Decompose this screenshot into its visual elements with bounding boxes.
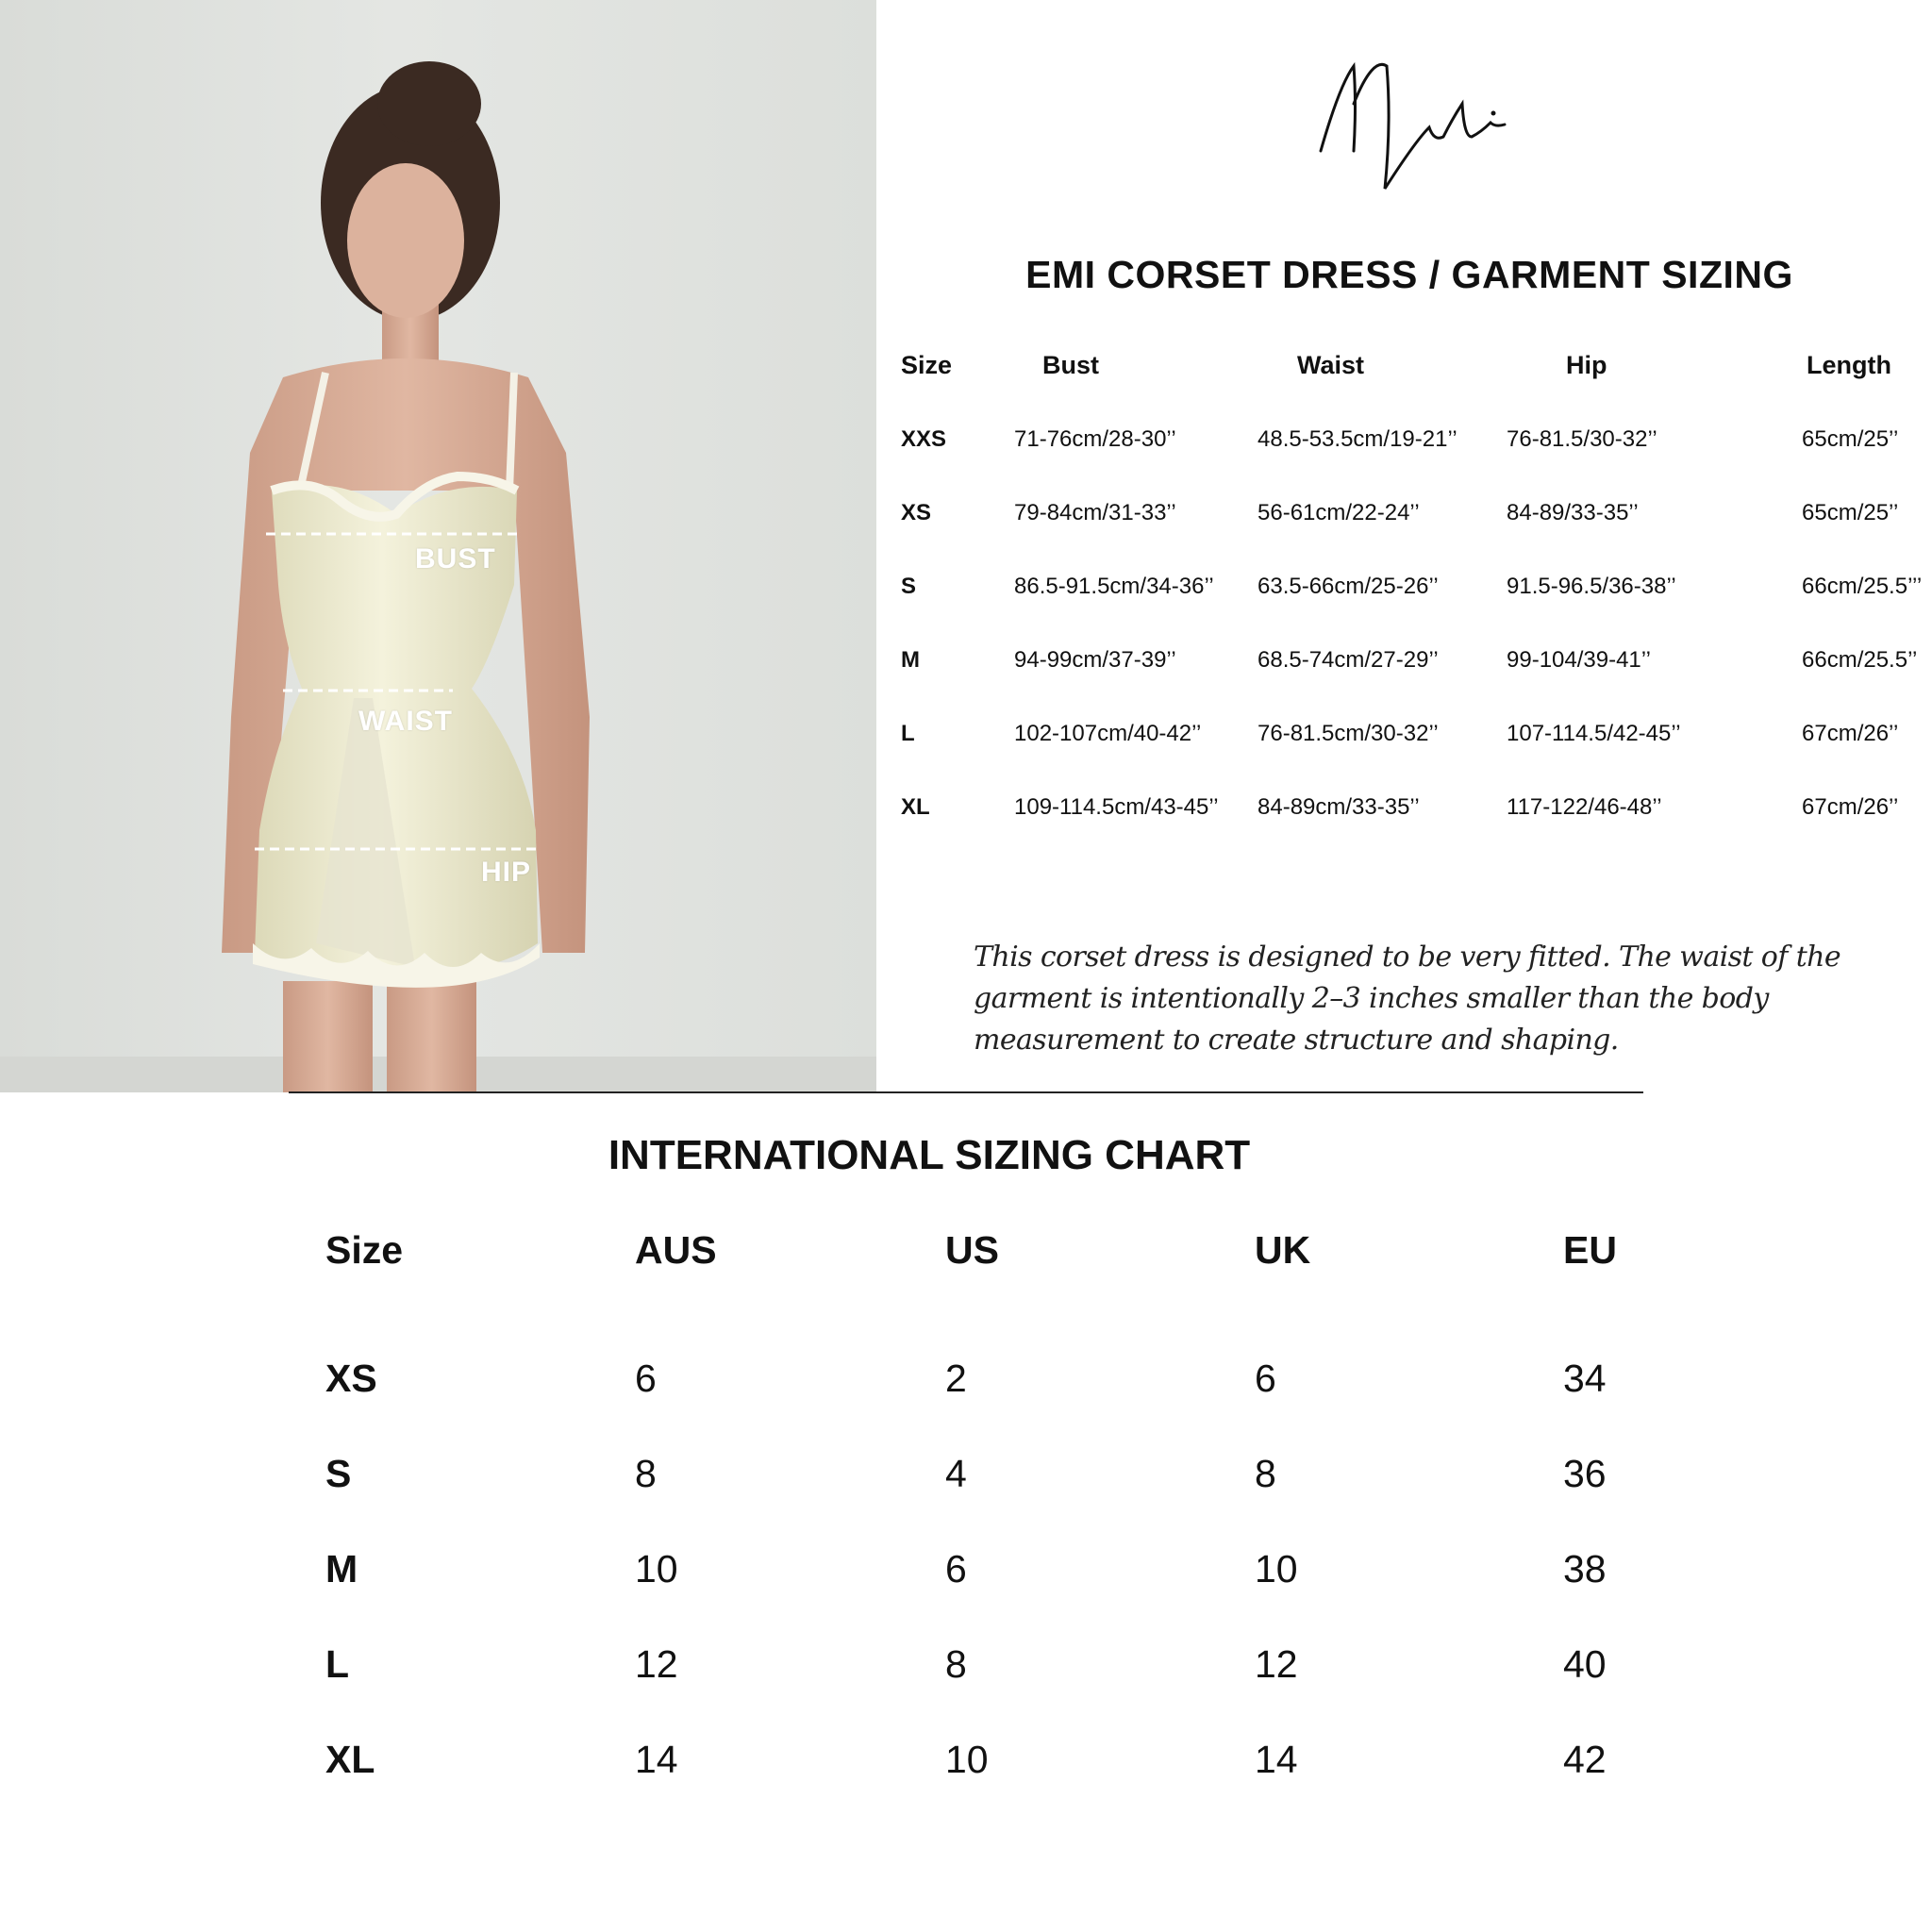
intl-cell-eu: 38 <box>1563 1547 1607 1591</box>
garment-cell-hip: 99-104/39-41’’ <box>1507 647 1652 673</box>
garment-sizing-title: EMI CORSET DRESS / GARMENT SIZING <box>1025 253 1793 296</box>
intl-header-eu: EU <box>1563 1228 1617 1272</box>
garment-cell-waist: 63.5-66cm/25-26’’ <box>1257 574 1439 599</box>
bust-label: BUST <box>415 543 496 575</box>
garment-cell-size: L <box>901 721 915 746</box>
intl-cell-size: XS <box>325 1357 377 1400</box>
garment-header-size: Size <box>901 351 953 379</box>
intl-cell-size: M <box>325 1547 358 1591</box>
garment-cell-waist: 48.5-53.5cm/19-21’’ <box>1257 426 1457 452</box>
intl-cell-size: XL <box>325 1738 375 1781</box>
garment-cell-size: S <box>901 574 917 599</box>
garment-cell-size: XL <box>901 794 930 820</box>
intl-cell-eu: 36 <box>1563 1452 1607 1495</box>
intl-cell-eu: 42 <box>1563 1738 1607 1781</box>
garment-cell-size: XS <box>901 500 932 525</box>
garment-cell-bust: 86.5-91.5cm/34-36’’ <box>1014 574 1214 599</box>
garment-cell-hip: 117-122/46-48’’ <box>1507 794 1662 820</box>
intl-cell-uk: 6 <box>1255 1357 1276 1400</box>
intl-cell-uk: 10 <box>1255 1547 1298 1591</box>
intl-cell-aus: 10 <box>635 1547 678 1591</box>
garment-cell-length: 67cm/26’’ <box>1802 721 1899 746</box>
garment-cell-length: 67cm/26’’ <box>1802 794 1899 820</box>
garment-cell-length: 65cm/25’’ <box>1802 426 1899 452</box>
garment-cell-bust: 94-99cm/37-39’’ <box>1014 647 1176 673</box>
intl-cell-eu: 34 <box>1563 1357 1607 1400</box>
garment-header-bust: Bust <box>1042 351 1099 379</box>
garment-cell-length: 66cm/25.5’’’ <box>1802 574 1923 599</box>
intl-cell-uk: 8 <box>1255 1452 1276 1495</box>
intl-header-aus: AUS <box>635 1228 717 1272</box>
intl-cell-us: 10 <box>945 1738 989 1781</box>
garment-cell-bust: 109-114.5cm/43-45’’ <box>1014 794 1219 820</box>
garment-cell-waist: 68.5-74cm/27-29’’ <box>1257 647 1439 673</box>
intl-cell-size: S <box>325 1452 352 1495</box>
garment-cell-size: XXS <box>901 426 947 452</box>
garment-cell-bust: 102-107cm/40-42’’ <box>1014 721 1202 746</box>
intl-cell-us: 6 <box>945 1547 967 1591</box>
garment-cell-waist: 84-89cm/33-35’’ <box>1257 794 1420 820</box>
garment-header-hip: Hip <box>1566 351 1607 379</box>
section-divider <box>289 1091 1643 1093</box>
garment-cell-hip: 91.5-96.5/36-38’’ <box>1507 574 1676 599</box>
intl-cell-size: L <box>325 1642 350 1686</box>
garment-cell-waist: 56-61cm/22-24’’ <box>1257 500 1420 525</box>
garment-cell-length: 66cm/25.5’’ <box>1802 647 1918 673</box>
garment-cell-length: 65cm/25’’ <box>1802 500 1899 525</box>
garment-header-length: Length <box>1807 351 1891 379</box>
fit-note: This corset dress is designed to be very fitted. The waist of the garment is intentionally 2–3 inches smaller than the body measurement to create structure and shaping. <box>974 941 1841 1057</box>
intl-header-uk: UK <box>1255 1228 1311 1272</box>
intl-cell-us: 4 <box>945 1452 967 1495</box>
hip-label: HIP <box>481 857 532 888</box>
garment-header-waist: Waist <box>1297 351 1365 379</box>
brand-logo <box>1302 47 1519 208</box>
intl-cell-aus: 8 <box>635 1452 657 1495</box>
garment-cell-bust: 79-84cm/31-33’’ <box>1014 500 1176 525</box>
model-photo <box>0 0 876 1092</box>
intl-header-size: Size <box>325 1228 404 1272</box>
intl-cell-eu: 40 <box>1563 1642 1607 1686</box>
intl-cell-aus: 6 <box>635 1357 657 1400</box>
intl-cell-aus: 12 <box>635 1642 678 1686</box>
garment-cell-hip: 76-81.5/30-32’’ <box>1507 426 1657 452</box>
intl-cell-uk: 12 <box>1255 1642 1298 1686</box>
waist-label: WAIST <box>358 706 453 737</box>
intl-cell-us: 2 <box>945 1357 967 1400</box>
international-chart-title: INTERNATIONAL SIZING CHART <box>608 1132 1251 1178</box>
intl-cell-us: 8 <box>945 1642 967 1686</box>
intl-header-us: US <box>945 1228 999 1272</box>
intl-cell-aus: 14 <box>635 1738 678 1781</box>
intl-cell-uk: 14 <box>1255 1738 1298 1781</box>
garment-cell-waist: 76-81.5cm/30-32’’ <box>1257 721 1439 746</box>
garment-cell-hip: 84-89/33-35’’ <box>1507 500 1639 525</box>
garment-cell-bust: 71-76cm/28-30’’ <box>1014 426 1176 452</box>
garment-cell-size: M <box>901 647 920 673</box>
garment-cell-hip: 107-114.5/42-45’’ <box>1507 721 1681 746</box>
